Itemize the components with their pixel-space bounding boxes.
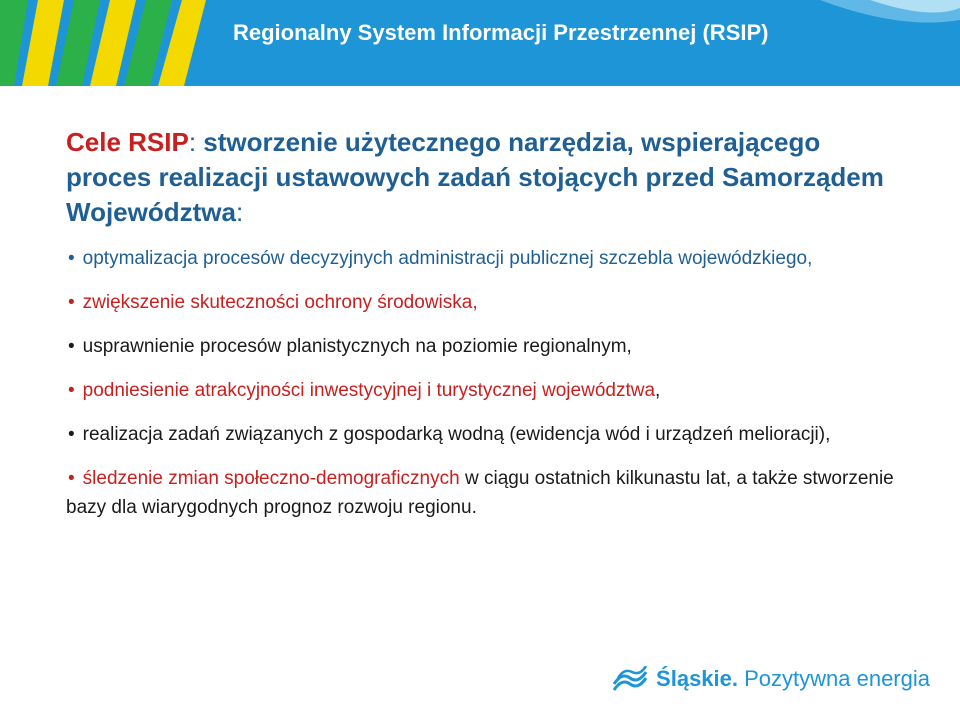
list-item [66,332,906,361]
list-item-text: zwiększenie skuteczności ochrony środowiska, [82,292,478,313]
footer [0,640,960,720]
list-item [66,464,906,522]
slaskie-logo [612,666,930,692]
logo-slogan: Pozytywna energia [738,666,930,691]
header-bar [0,0,960,86]
list-item-text: optymalizacja procesów decyzyjnych administracji publicznej szczebla wojewódzkiego, [82,248,813,269]
logo-brand: Śląskie. [656,666,738,691]
slide-content [66,125,906,537]
list-item [66,420,906,449]
logo-text [656,666,930,692]
wave-icon [612,666,648,692]
list-item-text: w ciągu ostatnich kilkunastu lat, a także stworzenie bazy dla wiarygodnych prognoz rozwoju regionu. [66,468,894,518]
list-item-highlight: śledzenie zmian społeczno-demograficznych [82,468,460,489]
list-item [66,376,906,405]
list-item-text: realizacja zadań związanych z gospodarką wodną (ewidencja wód i urządzeń melioracji), [82,424,831,445]
goals-list [66,244,906,522]
list-item-text: usprawnienie procesów planistycznych na poziomie regionalnym, [82,336,632,357]
list-item-tail: , [655,380,661,401]
list-item-text: podniesienie atrakcyjności inwestycyjnej i turystycznej województwa [82,380,656,401]
intro-text: stworzenie użytecznego narzędzia, wspierającego proces realizacji ustawowych zadań stojących przed Samorządem Województwa [66,127,884,227]
intro-colon-2: : [235,197,244,227]
list-item [66,288,906,317]
intro-lead: Cele RSIP [66,127,189,157]
header-stripes-graphic [0,0,230,86]
list-item [66,244,906,273]
intro-colon-1: : [188,127,197,157]
slide-title: Regionalny System Informacji Przestrzennej (RSIP) [233,20,769,45]
intro-paragraph [66,125,906,230]
